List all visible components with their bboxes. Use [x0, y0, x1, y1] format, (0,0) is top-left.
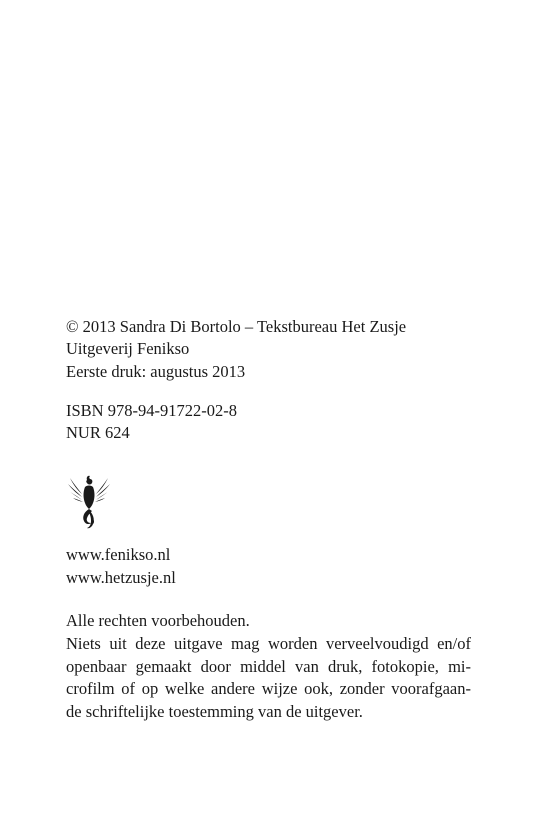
rights-line-4: de schriftelijke toestemming van de uitgever.	[66, 701, 363, 721]
rights-line-2: openbaar gemaakt door middel van druk, fotokopie, mi-	[66, 656, 471, 676]
publisher-name: Uitgeverij Fenikso	[66, 339, 190, 358]
rights-line-3: crofilm of op welke andere wijze ook, zonder voorafgaan-	[66, 679, 471, 698]
isbn-line: ISBN 978-94-91722-02-8	[66, 401, 237, 420]
first-edition-line: Eerste druk: augustus 2013	[66, 362, 246, 381]
rights-heading: Alle rechten voorbehouden.	[66, 611, 250, 630]
website-link-hetzusje[interactable]: www.hetzusje.nl	[66, 568, 176, 587]
nur-line: NUR 624	[66, 423, 130, 442]
copyright-line: © 2013 Sandra Di Bortolo – Tekstbureau Het Zusje	[66, 317, 407, 336]
website-link-fenikso[interactable]: www.fenikso.nl	[66, 545, 171, 564]
rights-line-1: Niets uit deze uitgave mag worden verveelvoudigd en/of	[66, 634, 471, 653]
rights-paragraph	[66, 633, 471, 723]
phoenix-icon	[66, 474, 112, 530]
